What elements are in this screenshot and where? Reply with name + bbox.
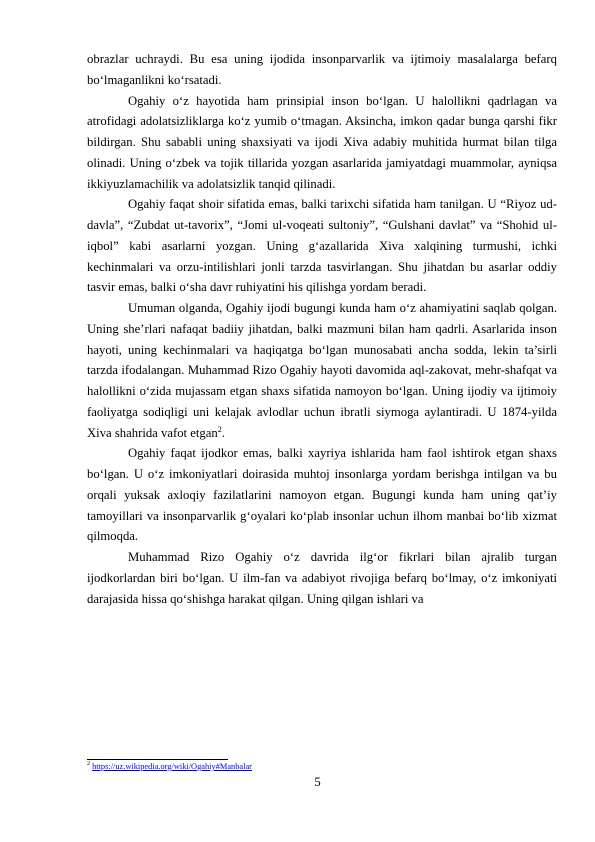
paragraph-4-text: Umuman olganda, Ogahiy ijodi bugungi kunda ham o‘z ahamiyatini saqlab qolgan. Uning she’rlari nafaqat badiiy jihatdan, balki mazmuni bilan ham qadrli. Asarlarida inson hayoti, uning kechinmalari va haqiqatga bo‘lgan munosabati ancha sodda, lekin ta’sirli tarzda ifodalangan. Muhammad Rizo Ogahiy hayoti davomida aql-zakovat, mehr-shafqat va halollikni o‘zida mujassam etgan shaxs sifatida namoyon bo‘lgan. Uning ijodiy va ijtimoiy faoliyatga sodiqligi uni kelajak avlodlar uchun ibratli siymoga aylantiradi. U 1874-yilda Xiva shahrida vafot etgan bbox=[87, 301, 557, 440]
paragraph-4-end: . bbox=[221, 425, 225, 440]
paragraph-3: Ogahiy faqat shoir sifatida emas, balki tarixchi sifatida ham tanilgan. U “Riyoz ud-davla”, “Zubdat ut-tavorix”, “Jomi ul-voqeati sultoniy”, “Gulshani davlat” va “Shohid ul-iqbol” kabi asarlarni yozgan. Uning g‘azallarida Xiva xalqining turmushi, ichki kechinmalari va orzu-intilishlari jonli tarzda tasvirlangan. Shu jihatdan bu asarlar oddiy tasvir emas, balki o‘sha davr ruhiyatini his qilishga yordam beradi. bbox=[87, 197, 557, 295]
paragraph-2: Ogahiy o‘z hayotida ham prinsipial inson bo‘lgan. U halollikni qadrlagan va atrofidagi adolatsizliklarga ko‘z yumib o‘tmagan. Aksincha, imkon qadar bunga qarshi fikr bildirgan. Shu sababli uning shaxsiyati va ijodi Xiva adabiy muhitida hurmat bilan tilga olinadi. Uning o‘zbek va tojik tillarida yozgan asarlarida jamiyatdagi muammolar, ayniqsa ikkiyuzlamachilik va adolatsizlik tanqid qilinadi. bbox=[87, 93, 557, 191]
footnote-reference[interactable]: 2 bbox=[217, 424, 222, 434]
footnote bbox=[87, 761, 252, 772]
paragraph-continuation: obrazlar uchraydi. Bu esa uning ijodida insonparvarlik va ijtimoiy masalalarga befarq bo‘lmaganlikni ko‘rsatadi. bbox=[87, 52, 557, 87]
footnote-number: 2 bbox=[87, 761, 90, 768]
paragraph-6: Muhammad Rizo Ogahiy o‘z davrida ilg‘or fikrlari bilan ajralib turgan ijodkorlardan biri bo‘lgan. U ilm-fan va adabiyot rivojiga befarq bo‘lmay, o‘z imkoniyati darajasida hissa qo‘shishga harakat qilgan. Uning qilgan ishlari va bbox=[87, 550, 557, 606]
paragraph-5: Ogahiy faqat ijodkor emas, balki xayriya ishlarida ham faol ishtirok etgan shaxs bo‘lgan. U o‘z imkoniyatlari doirasida muhtoj insonlarga yordam berishga intilgan va bu orqali yuksak axloqiy fazilatlarini namoyon etgan. Bugungi kunda ham uning qat’iy tamoyillari va insonparvarlik g‘oyalari ko‘plab insonlar uchun ilhom manbai bo‘lib xizmat qilmoqda. bbox=[87, 446, 557, 544]
page-body bbox=[87, 49, 557, 609]
footnote-separator bbox=[87, 759, 228, 760]
paragraph-4 bbox=[87, 298, 557, 443]
footnote-link[interactable]: https://uz.wikipedia.org/wiki/Ogahiy#Manbalar bbox=[92, 762, 252, 771]
page-number: 5 bbox=[314, 775, 321, 789]
